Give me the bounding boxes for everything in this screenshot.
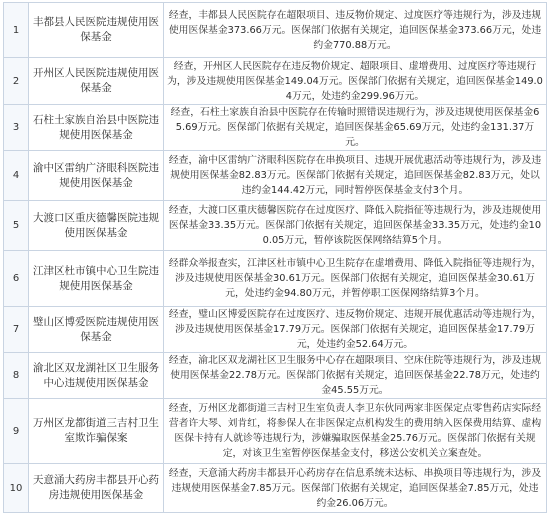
case-description: 经查，璧山区博爱医院存在过度医疗、违反物价规定、违规开展优惠活动等违规行为，涉及违规使用医保基金17.79万元。医保部门依据有关规定，追回医保基金17.79万元，处违约金52.64万元。 — [164, 307, 547, 353]
table-row — [4, 201, 547, 251]
case-description: 经查，渝中区雷纳广济眼科医院存在串换项目、违规开展优惠活动等违规行为，涉及违规使用医保基金82.83万元。医保部门依据有关规定，追回医保基金82.83万元，处以违约金144.42万元，同时暂停医保基金支付3个月。 — [164, 151, 547, 201]
case-name: 开州区人民医院违规使用医保基金 — [29, 58, 164, 105]
case-description: 经查，大渡口区重庆德馨医院存在过度医疗、降低入院指征等违规行为，涉及违规使用医保基金33.35万元。医保部门依据有关规定，追回医保基金33.35万元，处违约金100.05万元，暂停该院医保网络结算5个月。 — [164, 201, 547, 251]
row-index: 7 — [4, 307, 29, 353]
case-description: 经查，石柱土家族自治县中医院存在传输时照错误违规行为，涉及违规使用医保基金65.69万元。医保部门依据有关规定，追回医保基金65.69万元，处违约金131.37万元。 — [164, 105, 547, 151]
case-name: 万州区龙都街道三吉村卫生室欺诈骗保案 — [29, 399, 164, 464]
row-index: 5 — [4, 201, 29, 251]
row-index: 3 — [4, 105, 29, 151]
row-index: 1 — [4, 3, 29, 58]
table-row — [4, 353, 547, 399]
table-row — [4, 464, 547, 513]
table-row — [4, 399, 547, 464]
case-name: 江津区杜市镇中心卫生院违规使用医保基金 — [29, 251, 164, 307]
table-row — [4, 251, 547, 307]
row-index: 10 — [4, 464, 29, 513]
case-description: 经群众举报查实，江津区杜市镇中心卫生院存在虚增费用、降低入院指征等违规行为，涉及违规使用医保基金30.61万元。医保部门依据有关规定，追回医保基金30.61万元，处违约金94.80万元，并暂停职工医保网络结算3个月。 — [164, 251, 547, 307]
row-index: 4 — [4, 151, 29, 201]
row-index: 6 — [4, 251, 29, 307]
case-name: 石柱土家族自治县中医院违规使用医保基金 — [29, 105, 164, 151]
table-row — [4, 151, 547, 201]
case-name: 渝中区雷纳广济眼科医院违规使用医保基金 — [29, 151, 164, 201]
case-name: 丰都县人民医院违规使用医保基金 — [29, 3, 164, 58]
case-description: 经查，开州区人民医院存在违反物价规定、超限项目、虚增费用、过度医疗等违规行为，涉及违规使用医保基金149.04万元。医保部门依据有关规定，追回医保基金149.04万元，处违约金299.96万元。 — [164, 58, 547, 105]
case-name: 天意涌大药房丰都县开心药房违规使用医保基金 — [29, 464, 164, 513]
row-index: 2 — [4, 58, 29, 105]
case-name: 大渡口区重庆德馨医院违规使用医保基金 — [29, 201, 164, 251]
row-index: 9 — [4, 399, 29, 464]
table-row — [4, 307, 547, 353]
cases-table — [3, 2, 547, 513]
table-row — [4, 58, 547, 105]
table-row — [4, 105, 547, 151]
case-description: 经查，渝北区双龙湖社区卫生服务中心存在超限项目、空床住院等违规行为，涉及违规使用医保基金22.78万元。医保部门依据有关规定，追回医保基金22.78万元，处违约金45.55万元。 — [164, 353, 547, 399]
row-index: 8 — [4, 353, 29, 399]
case-name: 璧山区博爱医院违规使用医保基金 — [29, 307, 164, 353]
case-name: 渝北区双龙湖社区卫生服务中心违规使用医保基金 — [29, 353, 164, 399]
case-description: 经查，万州区龙都街道三吉村卫生室负责人李卫东伙同两家非医保定点零售药店实际经营者许大琴、刘肯红，将参保人在非医保定点机构发生的费用纳入医保费用结算、虚构医保卡持有人就诊等违规行为，涉嫌骗取医保基金25.76万元。医保部门依据有关规定，对该卫生室暂停医保基金支付，移送公安机关立案查处。 — [164, 399, 547, 464]
case-description: 经查，天意涌大药房丰都县开心药房存在信息系统未达标、串换项目等违规行为，涉及违规使用医保基金7.85万元。医保部门依据有关规定，追回医保基金7.85万元，处违约金26.06万元。 — [164, 464, 547, 513]
table-row — [4, 3, 547, 58]
case-description: 经查，丰都县人民医院存在超限项目、违反物价规定、过度医疗等违规行为，涉及违规使用医保基金373.66万元。医保部门依据有关规定，追回医保基金373.66万元，处违约金770.88万元。 — [164, 3, 547, 58]
